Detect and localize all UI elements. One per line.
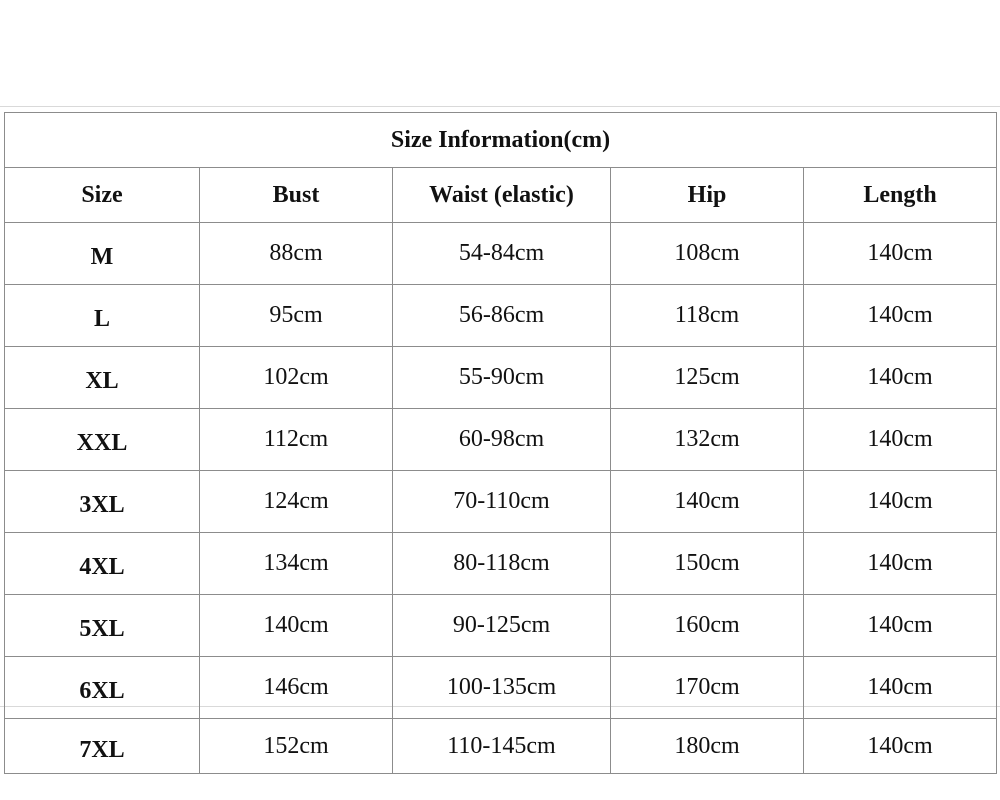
- column-header-bust: Bust: [200, 168, 393, 223]
- size-cell: XXL: [5, 409, 200, 471]
- length-cell: 140cm: [804, 657, 997, 719]
- table-row: [5, 471, 997, 533]
- table-row: [5, 223, 997, 285]
- table-row: [5, 409, 997, 471]
- hip-cell: 108cm: [611, 223, 804, 285]
- bust-cell: 152cm: [200, 719, 393, 774]
- hip-cell: 160cm: [611, 595, 804, 657]
- length-cell: 140cm: [804, 223, 997, 285]
- bust-cell: 134cm: [200, 533, 393, 595]
- length-cell: 140cm: [804, 285, 997, 347]
- size-cell: L: [5, 285, 200, 347]
- hip-cell: 132cm: [611, 409, 804, 471]
- column-header-length: Length: [804, 168, 997, 223]
- length-cell: 140cm: [804, 719, 997, 774]
- size-cell: 3XL: [5, 471, 200, 533]
- hip-cell: 180cm: [611, 719, 804, 774]
- waist-cell: 80-118cm: [393, 533, 611, 595]
- bust-cell: 140cm: [200, 595, 393, 657]
- length-cell: 140cm: [804, 347, 997, 409]
- hip-cell: 170cm: [611, 657, 804, 719]
- column-header-hip: Hip: [611, 168, 804, 223]
- length-cell: 140cm: [804, 595, 997, 657]
- table-row: [5, 595, 997, 657]
- column-header-size: Size: [5, 168, 200, 223]
- table-row: [5, 657, 997, 719]
- waist-cell: 90-125cm: [393, 595, 611, 657]
- table-row: [5, 533, 997, 595]
- size-cell: M: [5, 223, 200, 285]
- table-row: [5, 719, 997, 774]
- table-title-row: [5, 113, 997, 168]
- length-cell: 140cm: [804, 471, 997, 533]
- size-cell: 5XL: [5, 595, 200, 657]
- waist-cell: 60-98cm: [393, 409, 611, 471]
- size-cell: 6XL: [5, 657, 200, 719]
- table-row: [5, 347, 997, 409]
- waist-cell: 56-86cm: [393, 285, 611, 347]
- length-cell: 140cm: [804, 533, 997, 595]
- hip-cell: 140cm: [611, 471, 804, 533]
- table-title: Size Information(cm): [5, 113, 997, 168]
- bust-cell: 112cm: [200, 409, 393, 471]
- bust-cell: 102cm: [200, 347, 393, 409]
- hip-cell: 118cm: [611, 285, 804, 347]
- bust-cell: 146cm: [200, 657, 393, 719]
- table-row: [5, 285, 997, 347]
- bust-cell: 95cm: [200, 285, 393, 347]
- waist-cell: 54-84cm: [393, 223, 611, 285]
- waist-cell: 55-90cm: [393, 347, 611, 409]
- size-cell: 4XL: [5, 533, 200, 595]
- table-header-row: [5, 168, 997, 223]
- waist-cell: 100-135cm: [393, 657, 611, 719]
- waist-cell: 110-145cm: [393, 719, 611, 774]
- hip-cell: 150cm: [611, 533, 804, 595]
- waist-cell: 70-110cm: [393, 471, 611, 533]
- column-header-waist: Waist (elastic): [393, 168, 611, 223]
- bust-cell: 124cm: [200, 471, 393, 533]
- background-gridline: [0, 106, 1000, 107]
- size-cell: XL: [5, 347, 200, 409]
- size-information-table: [4, 112, 997, 774]
- hip-cell: 125cm: [611, 347, 804, 409]
- bust-cell: 88cm: [200, 223, 393, 285]
- size-cell: 7XL: [5, 719, 200, 774]
- length-cell: 140cm: [804, 409, 997, 471]
